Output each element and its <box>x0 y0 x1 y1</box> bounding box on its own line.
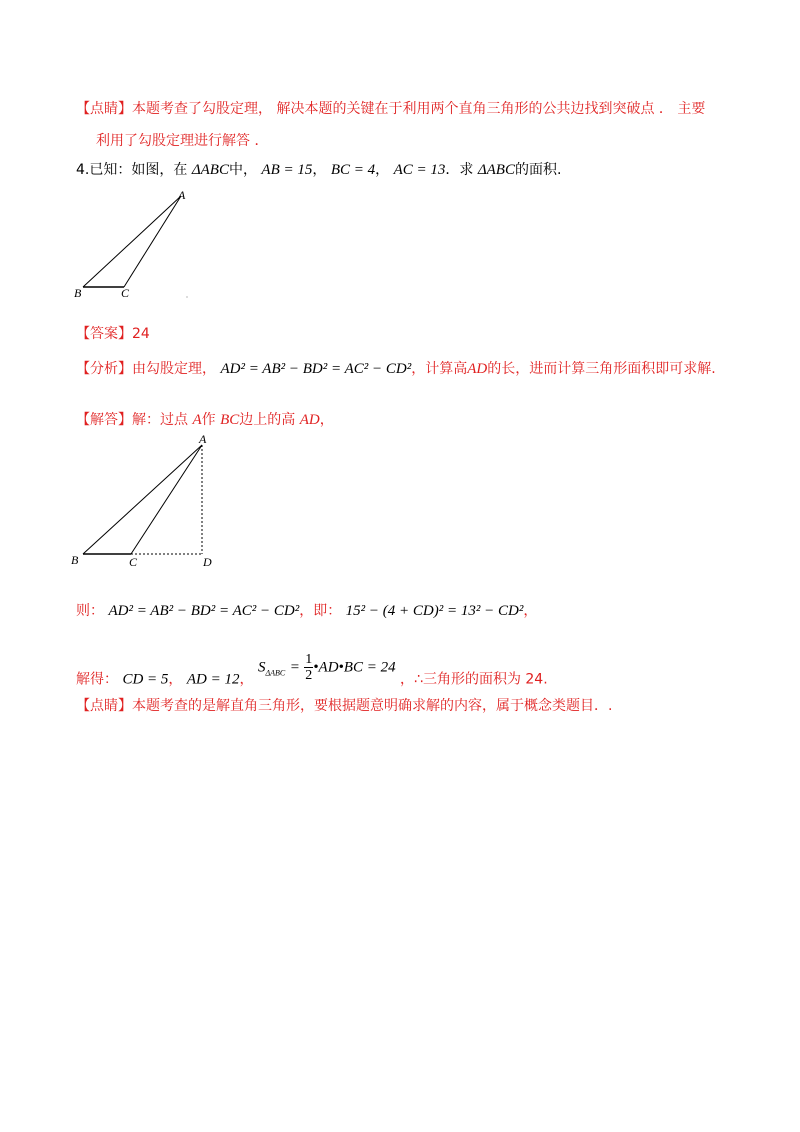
height-ad: AD <box>467 361 488 377</box>
separator: ， <box>312 162 327 178</box>
area-subscript: ΔABC <box>265 668 286 678</box>
label-c: C <box>121 286 130 300</box>
triangle-figure-1 <box>70 188 200 303</box>
triangle-symbol: ΔABC <box>191 162 229 178</box>
ad-value: AD = 12 <box>186 671 240 688</box>
label-b: B <box>74 286 82 300</box>
solution-text: ， <box>319 412 334 428</box>
review-tag: 【点睛】 <box>76 101 132 117</box>
question-number: 4. <box>76 162 90 178</box>
fraction-denominator: 2 <box>305 668 313 683</box>
solution-text: 边上的高 <box>239 412 296 428</box>
solution-tag: 【解答】 <box>76 412 132 428</box>
review-text: 本题考查的是解直角三角形，要根据题意明确求解的内容，属于概念类题目．. <box>132 698 613 714</box>
solve-text: 解得： <box>76 671 118 688</box>
side-bc: BC <box>220 412 240 428</box>
solution-text: 解：过点 <box>132 412 188 428</box>
solve-line <box>76 652 548 696</box>
conclusion-text: ，∴三角形的面积为 24. <box>400 671 548 688</box>
then-text: ，即： <box>299 603 342 619</box>
label-c: C <box>129 555 138 569</box>
review-1-line-1 <box>76 99 705 119</box>
then-text: 则： <box>76 603 104 619</box>
question-text: 中， <box>228 162 257 178</box>
area-symbol: S <box>257 659 266 676</box>
review-2-line <box>76 696 612 716</box>
point-a: A <box>192 412 202 428</box>
fraction-numerator: 1 <box>305 652 313 667</box>
area-rhs: •AD•BC = 24 <box>313 659 396 676</box>
fraction <box>304 652 313 683</box>
triangle-symbol: ΔABC <box>477 162 515 178</box>
label-b: B <box>71 553 79 567</box>
segment-ac <box>131 445 202 554</box>
review-text: 利用了勾股定理进行解答 ． <box>96 133 269 149</box>
ac-value: AC = 13 <box>393 162 446 178</box>
separator: ， <box>239 671 254 688</box>
question-text: ．求 <box>445 162 474 178</box>
review-1-line-2 <box>96 131 268 151</box>
label-a: A <box>199 432 207 446</box>
question-4 <box>76 160 561 180</box>
label-d: D <box>203 555 212 569</box>
analysis-text: ，计算高 <box>411 361 468 377</box>
dot-mark <box>186 296 187 297</box>
analysis-formula: AD² = AB² − BD² = AC² − CD² <box>220 361 412 377</box>
segment-ab <box>83 445 202 554</box>
answer-tag: 【答案】 <box>76 326 132 342</box>
separator: ， <box>168 671 183 688</box>
solution-text: 作 <box>201 412 216 428</box>
height-ad: AD <box>299 412 320 428</box>
analysis-text: 由勾股定理， <box>132 361 216 377</box>
label-a: A <box>178 188 186 202</box>
then-line <box>76 601 537 621</box>
analysis-text: 的长，进而计算三角形面积即可求解. <box>487 361 716 377</box>
question-text: 已知：如图，在 <box>89 162 188 178</box>
review-tag: 【点睛】 <box>76 698 132 714</box>
ab-value: AB = 15 <box>261 162 313 178</box>
triangle-figure-2 <box>68 430 228 575</box>
then-formula-1: AD² = AB² − BD² = AC² − CD² <box>108 603 300 619</box>
then-text: ， <box>523 603 538 619</box>
analysis-line <box>76 359 716 379</box>
solution-line <box>76 410 334 430</box>
bc-value: BC = 4 <box>330 162 376 178</box>
area-equals: = <box>289 659 300 676</box>
analysis-tag: 【分析】 <box>76 361 132 377</box>
cd-value: CD = 5 <box>122 671 169 688</box>
answer-line <box>76 324 150 344</box>
review-text: 本题考查了勾股定理， 解决本题的关键在于利用两个直角三角形的公共边找到突破点 ． 主要 <box>132 101 706 117</box>
area-formula <box>258 652 396 684</box>
question-text: 的面积. <box>514 162 562 178</box>
separator: ， <box>375 162 390 178</box>
then-formula-2: 15² − (4 + CD)² = 13² − CD² <box>345 603 524 619</box>
answer-value: 24 <box>132 326 150 342</box>
